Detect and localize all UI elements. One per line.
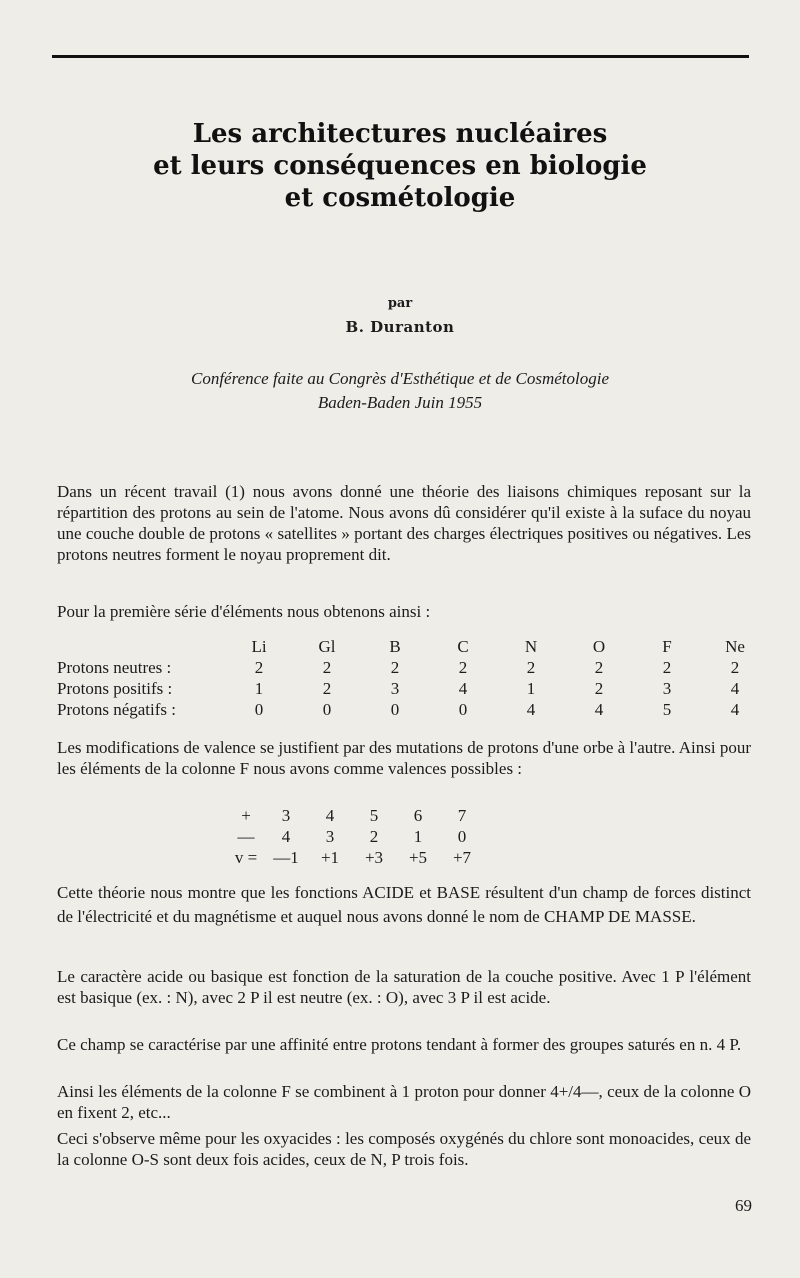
table-cell: 4: [594, 699, 604, 719]
element-proton-table: [57, 636, 769, 720]
table-cell: 2: [458, 657, 468, 677]
element-header-cell: Li: [251, 636, 267, 656]
table-cell: 5: [662, 699, 672, 719]
table-cell: 7: [457, 805, 467, 825]
table-cell: +3: [364, 847, 384, 867]
table-cell: 4: [325, 805, 335, 825]
element-header-cell: B: [389, 636, 401, 656]
element-header-row: [57, 636, 769, 657]
article-title: [0, 118, 800, 214]
paragraph-series: Pour la première série d'éléments nous obtenons ainsi :: [57, 602, 431, 621]
byline: par: [387, 296, 413, 311]
title-line-2: et leurs conséquences en biologie: [153, 151, 647, 181]
top-rule: [52, 55, 749, 58]
table-cell: 4: [730, 699, 740, 719]
table-row: [57, 678, 769, 699]
table-cell: 2: [662, 657, 672, 677]
table-cell: 0: [457, 826, 467, 846]
table-cell: 2: [369, 826, 379, 846]
paragraph-intro: Dans un récent travail (1) nous avons donné une théorie des liaisons chimiques reposant sur la répartition des protons au sein de l'atome. Nous avons dû considérer qu'il existe à la suface du noyau une couche double de protons « satellites » portant des charges électriques positives ou négatives. Les protons neutres forment le noyau proprement dit.: [57, 482, 751, 564]
element-header-cell: F: [662, 636, 672, 656]
table-cell: 4: [281, 826, 291, 846]
table-cell: 2: [730, 657, 740, 677]
table-cell: 2: [322, 678, 332, 698]
table-cell: 6: [413, 805, 423, 825]
paragraph-valence: Les modifications de valence se justifient par des mutations de protons d'une orbe à l'autre. Ainsi pour les éléments de la colonne F nous avons comme valences possibles :: [57, 738, 751, 778]
table-cell: 2: [322, 657, 332, 677]
table-row: [228, 805, 484, 826]
row-label: Protons positifs :: [57, 678, 173, 698]
page-number: 69: [735, 1196, 752, 1215]
element-header-cell: Ne: [725, 636, 745, 656]
table-row: [228, 847, 484, 868]
table-cell: 2: [526, 657, 536, 677]
table-cell: 2: [390, 657, 400, 677]
table-cell: 1: [254, 678, 264, 698]
paragraph-oxyacids: Ceci s'observe même pour les oxyacides : les composés oxygénés du chlore sont monoacides, ceux de la colonne O-S sont deux fois acides, ceux de N, P trois fois.: [57, 1129, 751, 1169]
paragraph-acid-base: Le caractère acide ou basique est fonction de la saturation de la couche positive. Avec 1 P l'élément est basique (ex. : N), avec 2 P il est neutre (ex. : O), avec 3 P il est acide.: [57, 967, 751, 1007]
table-row: [57, 699, 769, 720]
table-cell: 0: [254, 699, 264, 719]
table-cell: 3: [281, 805, 291, 825]
title-line-3: et cosmétologie: [284, 183, 516, 213]
table-cell: 1: [413, 826, 423, 846]
table-cell: 0: [322, 699, 332, 719]
paragraph-champ-de-masse: Cette théorie nous montre que les fonctions ACIDE et BASE résultent d'un champ de forces distinct de l'électricité et du magnétisme et auquel nous avons donné le nom de CHAMP DE MASSE.: [57, 883, 751, 926]
table-cell: +5: [408, 847, 428, 867]
conference-line-2: Baden-Baden Juin 1955: [317, 393, 483, 412]
table-cell: —1: [273, 847, 299, 867]
element-header-cell: N: [524, 636, 538, 656]
element-header-cell: C: [457, 636, 469, 656]
table-cell: 4: [526, 699, 536, 719]
row-symbol: +: [241, 805, 251, 825]
table-row: [228, 826, 484, 847]
row-label: Protons négatifs :: [57, 699, 176, 719]
row-symbol: v =: [234, 847, 258, 867]
table-cell: 4: [730, 678, 740, 698]
table-cell: 2: [594, 678, 604, 698]
element-header-cell: Gl: [318, 636, 336, 656]
table-cell: 0: [390, 699, 400, 719]
table-cell: 3: [325, 826, 335, 846]
table-cell: 4: [458, 678, 468, 698]
table-cell: 5: [369, 805, 379, 825]
valence-table: [228, 805, 484, 868]
table-cell: +7: [452, 847, 472, 867]
author-name: B. Duranton: [345, 318, 455, 336]
table-cell: 3: [662, 678, 672, 698]
paragraph-column-f: Ainsi les éléments de la colonne F se combinent à 1 proton pour donner 4+/4—, ceux de la colonne O en fixent 2, etc...: [57, 1082, 751, 1122]
row-symbol: —: [237, 826, 255, 846]
table-cell: 2: [254, 657, 264, 677]
element-header-cell: O: [592, 636, 606, 656]
conference-note: [0, 367, 800, 415]
table-cell: +1: [320, 847, 340, 867]
table-cell: 3: [390, 678, 400, 698]
table-cell: 2: [594, 657, 604, 677]
paragraph-affinity: Ce champ se caractérise par une affinité entre protons tendant à former des groupes saturés en n. 4 P.: [57, 1035, 742, 1054]
table-row: [57, 657, 769, 678]
table-cell: 0: [458, 699, 468, 719]
title-line-1: Les architectures nucléaires: [192, 119, 608, 149]
row-label: Protons neutres :: [57, 657, 172, 677]
conference-line-1: Conférence faite au Congrès d'Esthétique et de Cosmétologie: [190, 369, 609, 388]
table-cell: 1: [526, 678, 536, 698]
